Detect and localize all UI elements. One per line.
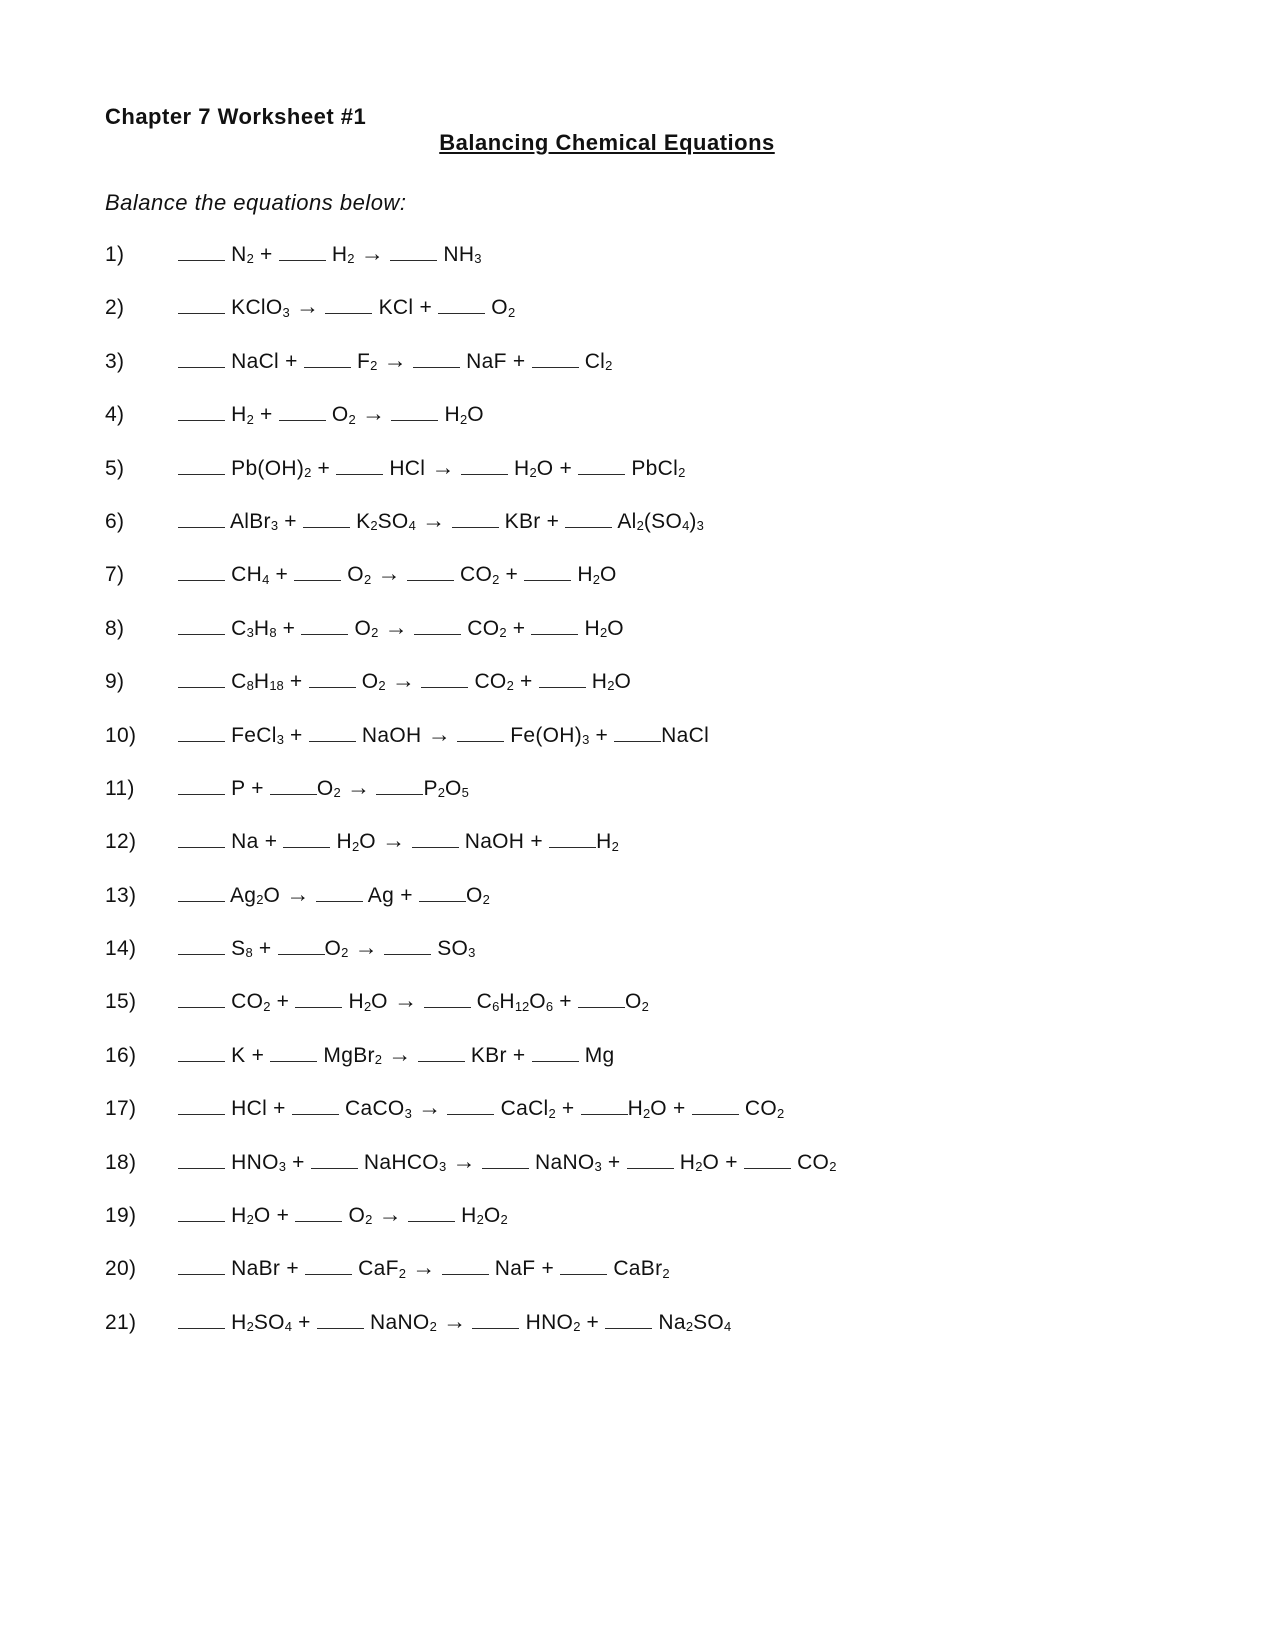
equation-row xyxy=(105,987,1175,1040)
reaction-arrow-icon: → xyxy=(388,1040,412,1067)
subscript: 3 xyxy=(438,1158,447,1174)
equation-number: 18) xyxy=(105,1150,137,1174)
coefficient-blank xyxy=(304,365,351,368)
reaction-arrow-icon: → xyxy=(382,827,406,854)
subscript: 2 xyxy=(611,838,619,854)
subscript: 2 xyxy=(605,358,613,374)
equation-number: 11) xyxy=(105,776,135,800)
equation-row xyxy=(105,507,1175,560)
coefficient-blank xyxy=(279,418,326,421)
reaction-arrow-icon: → xyxy=(421,506,446,533)
coefficient-blank xyxy=(565,525,612,528)
coefficient-blank xyxy=(301,632,348,635)
coefficient-blank xyxy=(692,1112,739,1115)
coefficient-blank xyxy=(178,258,225,261)
coefficient-blank xyxy=(178,1059,225,1062)
coefficient-blank xyxy=(178,1326,225,1329)
coefficient-blank xyxy=(413,365,460,368)
coefficient-blank xyxy=(178,418,225,421)
subscript: 4 xyxy=(262,571,270,587)
coefficient-blank xyxy=(178,365,225,368)
coefficient-blank xyxy=(447,1112,494,1115)
equation-row xyxy=(105,614,1175,667)
coefficient-blank xyxy=(305,1272,352,1275)
subscript: 8 xyxy=(246,678,254,694)
subscript: 2 xyxy=(641,998,649,1014)
subscript: 8 xyxy=(245,945,253,961)
coefficient-blank xyxy=(412,845,459,848)
coefficient-blank xyxy=(457,739,504,742)
subscript: 2 xyxy=(370,518,378,534)
coefficient-blank xyxy=(178,1005,225,1008)
equation-text: FeCl$_3$ + NaOH → $Fe(OH)_3$ + NaCl xyxy=(178,721,709,748)
subscript: 2 xyxy=(500,1212,508,1228)
reaction-arrow-icon: → xyxy=(442,1307,467,1334)
subscript: 2 xyxy=(695,1158,703,1174)
subscript: 2 xyxy=(246,411,254,427)
coefficient-blank xyxy=(278,952,325,955)
coefficient-blank xyxy=(531,632,578,635)
reaction-arrow-icon: → xyxy=(431,453,455,480)
coefficient-blank xyxy=(178,739,225,742)
equation-number: 12) xyxy=(105,830,137,854)
equation-text: $HNO_3$ + NaHCO$_3$ → NaNO$_3$ + $H_2O + CO_2$ xyxy=(178,1148,836,1175)
coefficient-blank xyxy=(408,1219,455,1222)
subscript: 2 xyxy=(460,411,468,427)
coefficient-blank xyxy=(178,792,225,795)
equation-row xyxy=(105,827,1175,880)
equation-row xyxy=(105,1148,1175,1201)
equation-text: $H_2 + O_2 \to H_2O$ xyxy=(178,400,484,427)
equation-number: 16) xyxy=(105,1043,137,1067)
equation-row xyxy=(105,1201,1175,1254)
equation-row xyxy=(105,667,1175,720)
subscript: 3 xyxy=(696,518,704,534)
subscript: 2 xyxy=(398,1265,406,1281)
equation-number: 4) xyxy=(105,403,125,427)
subscript: 2 xyxy=(829,1158,837,1174)
subscript: 2 xyxy=(246,1319,254,1335)
coefficient-blank xyxy=(390,258,437,261)
subscript: 2 xyxy=(685,1319,694,1335)
subscript: 2 xyxy=(600,625,608,641)
subscript: 2 xyxy=(370,358,378,374)
coefficient-blank xyxy=(283,845,330,848)
equation-list xyxy=(105,240,1175,1361)
reaction-arrow-icon: → xyxy=(360,240,385,266)
subscript: 2 xyxy=(363,998,372,1014)
equation-text: $Na + H_2O$ → NaOH + $H_2$ xyxy=(178,827,619,854)
equation-row xyxy=(105,881,1175,934)
equation-text: AlBr$_3$ + $K_2SO_4$ → KBr + $Al_2(SO_4)_3$ xyxy=(178,507,704,534)
coefficient-blank xyxy=(614,739,661,742)
coefficient-blank xyxy=(418,1059,465,1062)
coefficient-blank xyxy=(294,578,341,581)
coefficient-blank xyxy=(482,1166,529,1169)
equation-text: $H_2SO_4$ + NaNO$_2$ → $HNO_2 + Na_2SO_4$ xyxy=(178,1308,731,1335)
coefficient-blank xyxy=(578,1005,625,1008)
coefficient-blank xyxy=(325,311,372,314)
coefficient-blank xyxy=(270,1059,317,1062)
coefficient-blank xyxy=(549,845,596,848)
equation-text: $Pb(OH)_2$ + HCl → $H_2O$ + PbCl$_2$ xyxy=(178,454,685,481)
subscript: 2 xyxy=(499,625,507,641)
subscript: 3 xyxy=(246,625,254,641)
subscript: 2 xyxy=(573,1319,581,1335)
equation-row xyxy=(105,400,1175,453)
coefficient-blank xyxy=(524,578,571,581)
equation-text: $CO_2 + H_2O \to C_6H_{12}O_6 + O_2$ xyxy=(178,987,649,1014)
equation-text: $P + O_2 \to P_2O_5$ xyxy=(178,774,469,801)
equation-text: $C_3H_8 + O_2 \to CO_2 + H_2O$ xyxy=(178,614,624,641)
coefficient-blank xyxy=(578,472,625,475)
equation-number: 3) xyxy=(105,349,125,373)
subscript: 3 xyxy=(582,731,590,747)
coefficient-blank xyxy=(532,365,579,368)
subscript: 4 xyxy=(682,518,690,534)
subscript: 2 xyxy=(363,571,372,587)
reaction-arrow-icon: → xyxy=(378,1201,402,1228)
equation-number: 10) xyxy=(105,723,137,747)
equation-number: 7) xyxy=(105,563,125,587)
coefficient-blank xyxy=(178,1166,225,1169)
equation-number: 14) xyxy=(105,937,137,961)
equation-row xyxy=(105,347,1175,400)
subscript: 2 xyxy=(378,678,386,694)
subscript: 2 xyxy=(341,945,349,961)
subscript: 2 xyxy=(607,678,615,694)
equation-row xyxy=(105,774,1175,827)
subscript: 2 xyxy=(246,1212,254,1228)
subscript: 12 xyxy=(514,998,530,1014)
reaction-arrow-icon: → xyxy=(417,1094,442,1121)
coefficient-blank xyxy=(178,899,225,902)
coefficient-blank xyxy=(316,899,363,902)
equation-row xyxy=(105,721,1175,774)
subscript: 18 xyxy=(269,678,284,694)
subscript: 2 xyxy=(374,1052,383,1068)
subscript: 2 xyxy=(592,571,601,587)
coefficient-blank xyxy=(461,472,508,475)
subscript: 2 xyxy=(636,518,644,534)
worksheet-instructions: Balance the equations below: xyxy=(105,190,407,215)
subscript: 3 xyxy=(404,1105,412,1121)
coefficient-blank xyxy=(309,685,356,688)
coefficient-blank xyxy=(581,1112,628,1115)
equation-text: $CH_4 + O_2 \to CO_2 + H_2O$ xyxy=(178,560,617,587)
equation-number: 6) xyxy=(105,509,125,533)
coefficient-blank xyxy=(178,632,225,635)
subscript: 3 xyxy=(282,304,290,320)
subscript: 2 xyxy=(777,1105,785,1121)
reaction-arrow-icon: → xyxy=(295,293,320,320)
equation-text: $S_8 + O_2 \to SO_3$ xyxy=(178,934,475,961)
reaction-arrow-icon: → xyxy=(393,987,418,1014)
subscript: 2 xyxy=(304,464,312,480)
coefficient-blank xyxy=(472,1326,519,1329)
coefficient-blank xyxy=(178,472,225,475)
reaction-arrow-icon: → xyxy=(346,773,371,800)
subscript: 2 xyxy=(529,464,537,480)
subscript: 2 xyxy=(365,1212,373,1228)
coefficient-blank xyxy=(421,685,468,688)
coefficient-blank xyxy=(532,1059,579,1062)
subscript: 4 xyxy=(408,518,416,534)
equation-row xyxy=(105,934,1175,987)
reaction-arrow-icon: → xyxy=(354,934,378,961)
equation-number: 19) xyxy=(105,1204,137,1228)
subscript: 2 xyxy=(429,1319,437,1335)
reaction-arrow-icon: → xyxy=(361,400,386,427)
coefficient-blank xyxy=(311,1166,358,1169)
subscript: 6 xyxy=(545,998,554,1014)
reaction-arrow-icon: → xyxy=(412,1254,436,1281)
equation-text: NaCl + $F_2$ → NaF + $Cl_2$ xyxy=(178,347,612,374)
subscript: 2 xyxy=(352,838,360,854)
equation-number: 8) xyxy=(105,616,125,640)
equation-row xyxy=(105,454,1175,507)
subscript: 2 xyxy=(506,678,514,694)
equation-text: $N_2 + H_2 \to NH_3$ xyxy=(178,240,482,267)
subscript: 2 xyxy=(507,304,516,320)
coefficient-blank xyxy=(178,952,225,955)
subscript: 6 xyxy=(492,998,500,1014)
subscript: 3 xyxy=(474,251,482,267)
subscript: 8 xyxy=(269,625,277,641)
subscript: 3 xyxy=(270,518,279,534)
reaction-arrow-icon: → xyxy=(452,1147,476,1174)
coefficient-blank xyxy=(376,792,423,795)
coefficient-blank xyxy=(442,1272,489,1275)
equation-number: 2) xyxy=(105,296,125,320)
coefficient-blank xyxy=(178,685,225,688)
subscript: 2 xyxy=(678,464,686,480)
equation-text: K + MgBr$_2$ → KBr + Mg xyxy=(178,1041,615,1068)
reaction-arrow-icon: → xyxy=(286,880,310,907)
coefficient-blank xyxy=(414,632,461,635)
subscript: 2 xyxy=(437,785,446,801)
subscript: 2 xyxy=(348,411,356,427)
subscript: 2 xyxy=(256,892,264,908)
subscript: 3 xyxy=(278,1158,286,1174)
equation-text: NaBr + CaF$_2$ → NaF + CaBr$_2$ xyxy=(178,1254,670,1281)
coefficient-blank xyxy=(391,418,438,421)
equation-number: 21) xyxy=(105,1310,137,1334)
coefficient-blank xyxy=(317,1326,364,1329)
coefficient-blank xyxy=(178,1112,225,1115)
coefficient-blank xyxy=(560,1272,607,1275)
coefficient-blank xyxy=(178,1219,225,1222)
coefficient-blank xyxy=(178,845,225,848)
subscript: 5 xyxy=(461,785,469,801)
reaction-arrow-icon: → xyxy=(377,560,401,587)
worksheet-title: Chapter 7 Worksheet #1 xyxy=(105,104,367,129)
equation-text: KClO$_3$ → KCl + $O_2$ xyxy=(178,293,515,320)
subscript: 2 xyxy=(476,1212,484,1228)
coefficient-blank xyxy=(295,1005,342,1008)
subscript: 2 xyxy=(263,998,271,1014)
equation-row xyxy=(105,560,1175,613)
coefficient-blank xyxy=(407,578,454,581)
subscript: 2 xyxy=(347,251,355,267)
reaction-arrow-icon: → xyxy=(383,346,407,373)
equation-number: 15) xyxy=(105,990,137,1014)
equation-number: 1) xyxy=(105,243,125,266)
coefficient-blank xyxy=(178,311,225,314)
equation-row xyxy=(105,1308,1175,1361)
subscript: 2 xyxy=(371,625,379,641)
equation-number: 20) xyxy=(105,1257,137,1281)
equation-number: 5) xyxy=(105,456,125,480)
coefficient-blank xyxy=(744,1166,791,1169)
coefficient-blank xyxy=(178,525,225,528)
reaction-arrow-icon: → xyxy=(427,720,451,747)
coefficient-blank xyxy=(178,1272,225,1275)
equation-text: $H_2O + O_2 \to H_2O_2$ xyxy=(178,1201,508,1228)
coefficient-blank xyxy=(438,311,485,314)
equation-row xyxy=(105,1254,1175,1307)
equation-row xyxy=(105,293,1175,346)
equation-number: 9) xyxy=(105,670,125,694)
subscript: 4 xyxy=(284,1319,293,1335)
equation-number: 17) xyxy=(105,1097,137,1121)
coefficient-blank xyxy=(539,685,586,688)
subscript: 2 xyxy=(482,892,490,908)
coefficient-blank xyxy=(303,525,350,528)
coefficient-blank xyxy=(309,739,356,742)
coefficient-blank xyxy=(295,1219,342,1222)
subscript: 2 xyxy=(643,1105,651,1121)
equation-row xyxy=(105,1041,1175,1094)
coefficient-blank xyxy=(279,258,326,261)
equation-text: $Ag_2O \to Ag + O_2$ xyxy=(178,881,490,908)
coefficient-blank xyxy=(336,472,383,475)
equation-row xyxy=(105,240,1175,293)
coefficient-blank xyxy=(627,1166,674,1169)
subscript: 2 xyxy=(246,251,254,267)
reaction-arrow-icon: → xyxy=(384,613,408,640)
subscript: 2 xyxy=(333,785,341,801)
reaction-arrow-icon: → xyxy=(391,667,416,694)
subscript: 3 xyxy=(594,1158,602,1174)
equation-number: 13) xyxy=(105,883,137,907)
equation-text: $C_8H_{18} + O_2 \to CO_2 + H_2O$ xyxy=(178,667,631,694)
subscript: 2 xyxy=(548,1105,556,1121)
equation-row xyxy=(105,1094,1175,1147)
coefficient-blank xyxy=(605,1326,652,1329)
coefficient-blank xyxy=(292,1112,339,1115)
subscript: 2 xyxy=(492,571,500,587)
coefficient-blank xyxy=(452,525,499,528)
coefficient-blank xyxy=(384,952,431,955)
coefficient-blank xyxy=(178,578,225,581)
coefficient-blank xyxy=(270,792,317,795)
subscript: 4 xyxy=(724,1319,732,1335)
subscript: 2 xyxy=(662,1265,670,1281)
subscript: 3 xyxy=(276,731,284,747)
worksheet-heading: Balancing Chemical Equations xyxy=(439,130,775,155)
coefficient-blank xyxy=(419,899,466,902)
coefficient-blank xyxy=(424,1005,471,1008)
subscript: 3 xyxy=(468,945,476,961)
equation-text: HCl + CaCO$_3$ → CaCl$_2$ + $H_2O + CO_2$ xyxy=(178,1094,784,1121)
